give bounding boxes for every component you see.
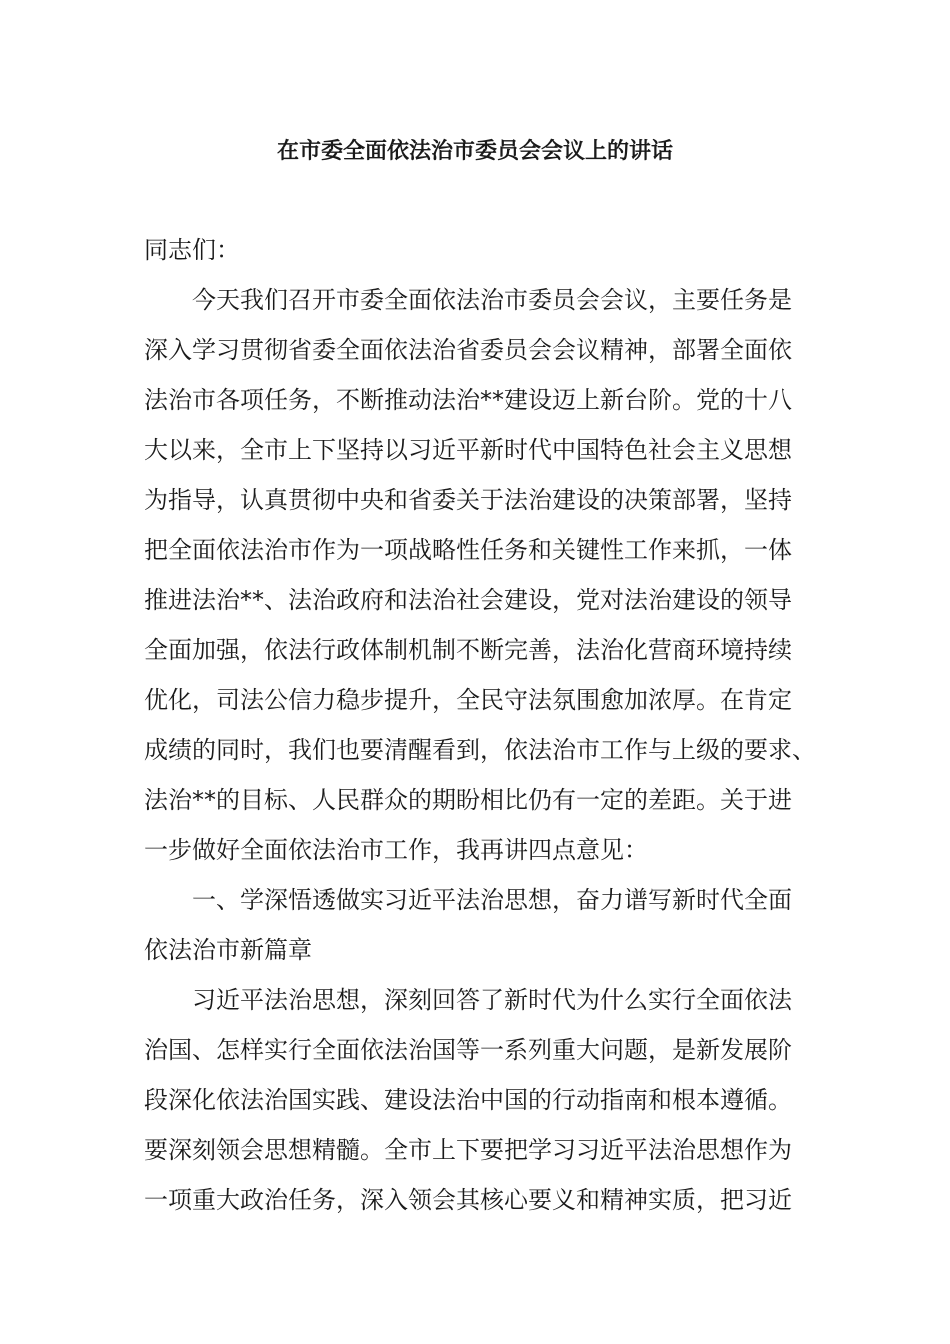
text-line: 法治**的目标、人民群众的期盼相比仍有一定的差距。关于进	[144, 786, 792, 814]
document-title: 在市委全面依法治市委员会会议上的讲话	[276, 139, 673, 164]
text-line: 依法治市新篇章	[144, 936, 312, 964]
text-line: 一步做好全面依法治市工作，我再讲四点意见：	[144, 836, 648, 864]
text-line: 一、学深悟透做实习近平法治思想，奋力谱写新时代全面	[192, 886, 792, 914]
text-line: 一项重大政治任务，深入领会其核心要义和精神实质，把习近	[144, 1186, 792, 1214]
text-line: 治国、怎样实行全面依法治国等一系列重大问题，是新发展阶	[144, 1036, 792, 1064]
text-line: 深入学习贯彻省委全面依法治省委员会会议精神，部署全面依	[144, 336, 792, 364]
document-body	[144, 230, 814, 1230]
text-line: 为指导，认真贯彻中央和省委关于法治建设的决策部署，坚持	[144, 486, 792, 514]
text-line: 今天我们召开市委全面依法治市委员会会议，主要任务是	[192, 286, 792, 314]
text-line: 法治市各项任务，不断推动法治**建设迈上新台阶。党的十八	[144, 386, 792, 414]
text-line: 成绩的同时，我们也要清醒看到，依法治市工作与上级的要求、	[144, 736, 816, 764]
text-line: 习近平法治思想，深刻回答了新时代为什么实行全面依法	[192, 986, 792, 1014]
text-line: 大以来，全市上下坚持以习近平新时代中国特色社会主义思想	[144, 436, 792, 464]
text-line: 把全面依法治市作为一项战略性任务和关键性工作来抓，一体	[144, 536, 792, 564]
text-line: 同志们：	[144, 236, 240, 264]
text-line: 段深化依法治国实践、建设法治中国的行动指南和根本遵循。	[144, 1086, 792, 1114]
text-line: 全面加强，依法行政体制机制不断完善，法治化营商环境持续	[144, 636, 792, 664]
text-line: 要深刻领会思想精髓。全市上下要把学习习近平法治思想作为	[144, 1136, 792, 1164]
text-line: 推进法治**、法治政府和法治社会建设，党对法治建设的领导	[144, 586, 792, 614]
text-line: 优化，司法公信力稳步提升，全民守法氛围愈加浓厚。在肯定	[144, 686, 792, 714]
